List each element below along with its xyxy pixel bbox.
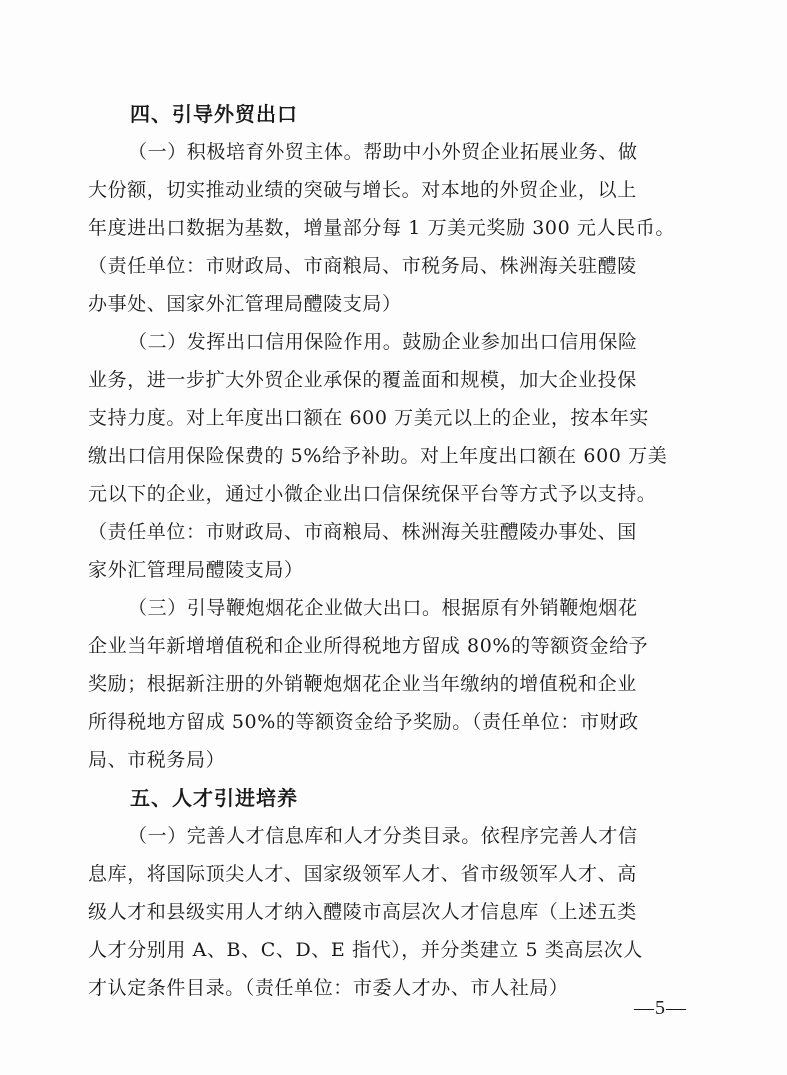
text-line: （责任单位：市财政局、市商粮局、株洲海关驻醴陵办事处、国	[88, 521, 637, 543]
page-number: —5—	[634, 997, 687, 1019]
text-line: 年度进出口数据为基数，增量部分每 1 万美元奖励 300 元人民币。	[88, 217, 675, 239]
text-line: （三）引导鞭炮烟花企业做大出口。根据原有外销鞭炮烟花	[128, 597, 638, 619]
text-line: 人才分别用 A、B、C、D、E 指代），并分类建立 5 类高层次人	[88, 939, 643, 961]
paragraph-fireworks-export	[88, 589, 700, 779]
text-line: 办事处、国家外汇管理局醴陵支局）	[88, 293, 402, 315]
text-line: 缴出口信用保险保费的 5%给予补助。对上年度出口额在 600 万美	[88, 445, 668, 467]
text-line: 企业当年新增增值税和企业所得税地方留成 80%的等额资金给予	[88, 635, 649, 657]
paragraph-trade-entities	[88, 133, 700, 323]
section-heading-talent: 五、人才引进培养	[130, 786, 298, 810]
text-line: （一）完善人才信息库和人才分类目录。依程序完善人才信	[128, 825, 638, 847]
section-heading-trade: 四、引导外贸出口	[130, 102, 298, 126]
text-line: 支持力度。对上年度出口额在 600 万美元以上的企业，按本年实	[88, 407, 649, 429]
text-line: 息库，将国际顶尖人才、国家级领军人才、省市级领军人才、高	[88, 863, 637, 885]
text-line: 大份额，切实推动业绩的突破与增长。对本地的外贸企业，以上	[88, 179, 637, 201]
document-body	[88, 95, 700, 1007]
text-line: （责任单位：市财政局、市商粮局、市税务局、株洲海关驻醴陵	[88, 255, 637, 277]
paragraph-export-credit-insurance	[88, 323, 700, 589]
text-line: 家外汇管理局醴陵支局）	[88, 559, 304, 581]
text-line: 所得税地方留成 50%的等额资金给予奖励。（责任单位：市财政	[88, 711, 639, 733]
text-line: 业务，进一步扩大外贸企业承保的覆盖面和规模，加大企业投保	[88, 369, 637, 391]
text-line: 元以下的企业，通过小微企业出口信保统保平台等方式予以支持。	[88, 483, 657, 505]
paragraph-talent-database	[88, 817, 700, 1007]
text-line: 才认定条件目录。（责任单位：市委人才办、市人社局）	[88, 977, 569, 999]
text-line: （二）发挥出口信用保险作用。鼓励企业参加出口信用保险	[128, 331, 638, 353]
text-line: （一）积极培育外贸主体。帮助中小外贸企业拓展业务、做	[128, 141, 638, 163]
text-line: 级人才和县级实用人才纳入醴陵市高层次人才信息库（上述五类	[88, 901, 637, 923]
text-line: 局、市税务局）	[88, 749, 226, 771]
text-line: 奖励；根据新注册的外销鞭炮烟花企业当年缴纳的增值税和企业	[88, 673, 637, 695]
